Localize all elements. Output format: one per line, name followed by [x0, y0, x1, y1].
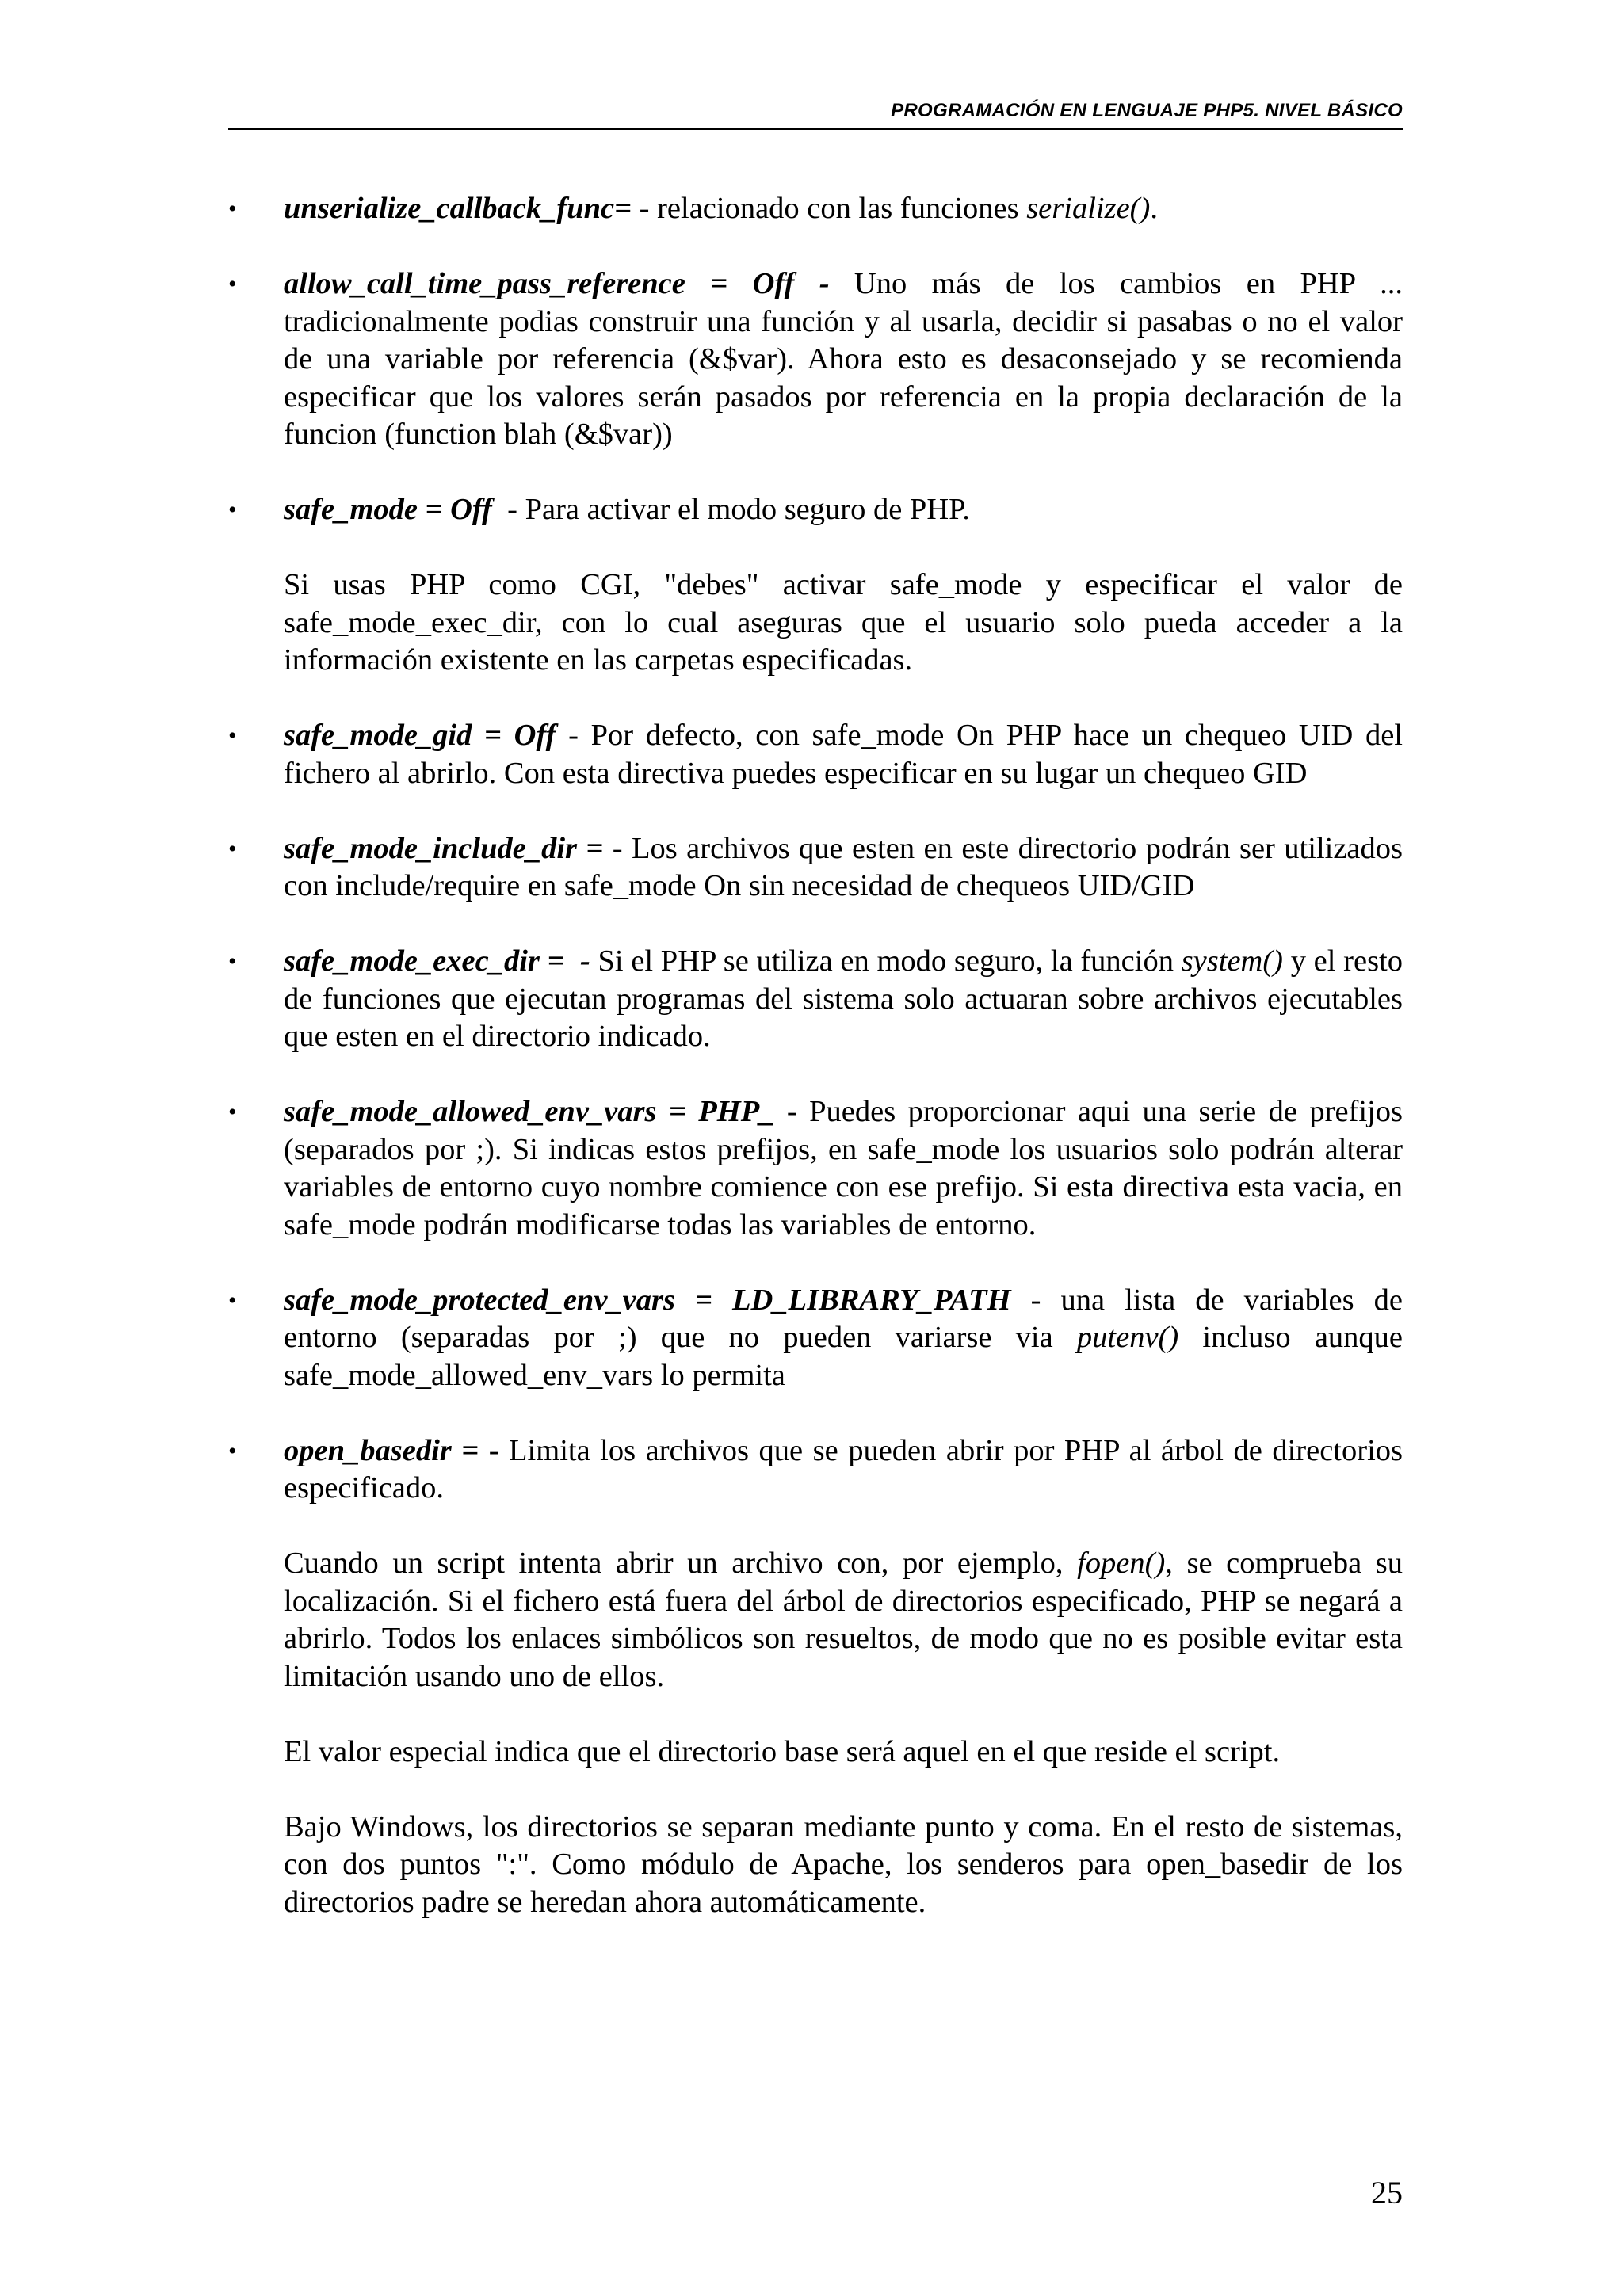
directive-term: open_basedir = [284, 1433, 479, 1467]
list-item [228, 717, 1403, 792]
item-text: - Puedes proporcionar aqui una serie de prefijos (separados por ;). Si indicas estos prefijos, en safe_mode los usuarios solo podrán alterar variables de entorno cuyo nombre comience con ese prefijo. Si esta directiva esta vacia, en safe_mode podrán modificarse todas las variables de entorno. [284, 1095, 1403, 1241]
item-paragraph [284, 830, 1403, 906]
directive-term: safe_mode_exec_dir = - [284, 944, 590, 978]
item-text: - una lista de variables de entorno (separadas por ;) que no pueden variarse via [284, 1283, 1403, 1354]
directive-term: safe_mode = Off [284, 493, 492, 526]
bullet-icon: • [228, 271, 237, 297]
item-text: , se comprueba su localización. Si el fichero está fuera del árbol de directorios especificado, PHP se negará a abrirlo. Todos los enlaces simbólicos son resueltos, de modo que no es posible evitar esta limitación usando uno de ellos. [284, 1547, 1403, 1693]
item-text: - Para activar el modo seguro de PHP. [491, 493, 970, 526]
item-paragraph [284, 1432, 1403, 1508]
function-name: fopen() [1077, 1547, 1166, 1580]
bullet-icon: • [228, 835, 237, 862]
item-text: - relacionado con las funciones [632, 192, 1027, 225]
function-name: system() [1181, 944, 1283, 978]
item-paragraph [284, 1093, 1403, 1244]
bullet-icon: • [228, 196, 237, 222]
directive-term: safe_mode_include_dir = [284, 831, 604, 865]
directive-term: safe_mode_allowed_env_vars = PHP_ [284, 1095, 775, 1128]
item-text: - Los archivos que esten en este directorio podrán ser utilizados con include/require en safe_mode On sin necesidad de chequeos UID/GID [284, 831, 1403, 902]
list-item [228, 190, 1403, 228]
bullet-icon: • [228, 948, 237, 974]
bullet-icon: • [228, 723, 237, 749]
item-paragraph: Si usas PHP como CGI, "debes" activar safe_mode y especificar el valor de safe_mode_exec_dir, con lo cual aseguras que el usuario solo pueda acceder a la información existente en las carpetas especificadas. [284, 568, 1403, 677]
directive-term: unserialize_callback_func= [284, 192, 632, 225]
list-item [228, 1282, 1403, 1395]
bullet-icon: • [228, 1287, 237, 1314]
bullet-icon: • [228, 1437, 237, 1464]
list-item [228, 1093, 1403, 1244]
list-item [228, 830, 1403, 906]
directive-term: safe_mode_gid = Off [284, 719, 556, 752]
bullet-icon: • [228, 1099, 237, 1125]
item-text: incluso aunque safe_mode_allowed_env_vars lo permita [284, 1321, 1403, 1392]
item-paragraph [284, 1282, 1403, 1395]
item-text: Cuando un script intenta abrir un archivo con, por ejemplo, [284, 1547, 1078, 1580]
item-paragraph [284, 491, 1403, 529]
item-paragraph [284, 190, 1403, 228]
item-paragraph [284, 943, 1403, 1056]
directive-term: safe_mode_protected_env_vars = LD_LIBRARY_PATH [284, 1283, 1011, 1317]
item-paragraph: El valor especial indica que el directorio base será aquel en el que reside el script. [284, 1734, 1281, 1768]
item-paragraph [284, 717, 1403, 792]
list-item [228, 265, 1403, 454]
item-paragraph [284, 265, 1403, 454]
item-text: y el resto de funciones que ejecutan programas del sistema solo actuaran sobre archivos ejecutables que esten en el directorio indicado. [284, 944, 1403, 1053]
list-item [228, 943, 1403, 1056]
running-title: PROGRAMACIÓN EN LENGUAJE PHP5. NIVEL BÁSICO [891, 100, 1403, 121]
bullet-icon: • [228, 497, 237, 523]
directive-term: allow_call_time_pass_reference = Off - [284, 267, 830, 300]
item-text: . [1150, 192, 1158, 225]
item-text: Uno más de los cambios en PHP ... tradicionalmente podias construir una función y al usarla, decidir si pasabas o no el valor de una variable por referencia (&$var). Ahora esto es desaconsejado y se recomienda especificar que los valores serán pasados por referencia en la propia declaración de la funcion (function blah (&$var)) [284, 267, 1403, 451]
function-name: putenv() [1076, 1321, 1179, 1354]
item-text: - Por defecto, con safe_mode On PHP hace un chequeo UID del fichero al abrirlo. Con esta directiva puedes especificar en su lugar un chequeo GID [284, 719, 1403, 790]
list-item [228, 1432, 1403, 1922]
item-text: Si el PHP se utiliza en modo seguro, la función [590, 944, 1182, 978]
item-text: - Limita los archivos que se pueden abrir por PHP al árbol de directorios especificado. [284, 1433, 1403, 1505]
item-paragraph [284, 1545, 1403, 1695]
page-number: 25 [1371, 2175, 1403, 2210]
running-header [228, 93, 1403, 130]
list-item [228, 491, 1403, 680]
function-name: serialize() [1026, 192, 1151, 225]
item-paragraph: Bajo Windows, los directorios se separan mediante punto y coma. En el resto de sistemas, con dos puntos ":". Como módulo de Apache, los senderos para open_basedir de los directorios padre se heredan ahora automáticamente. [284, 1810, 1403, 1919]
directive-list [228, 190, 1403, 1959]
